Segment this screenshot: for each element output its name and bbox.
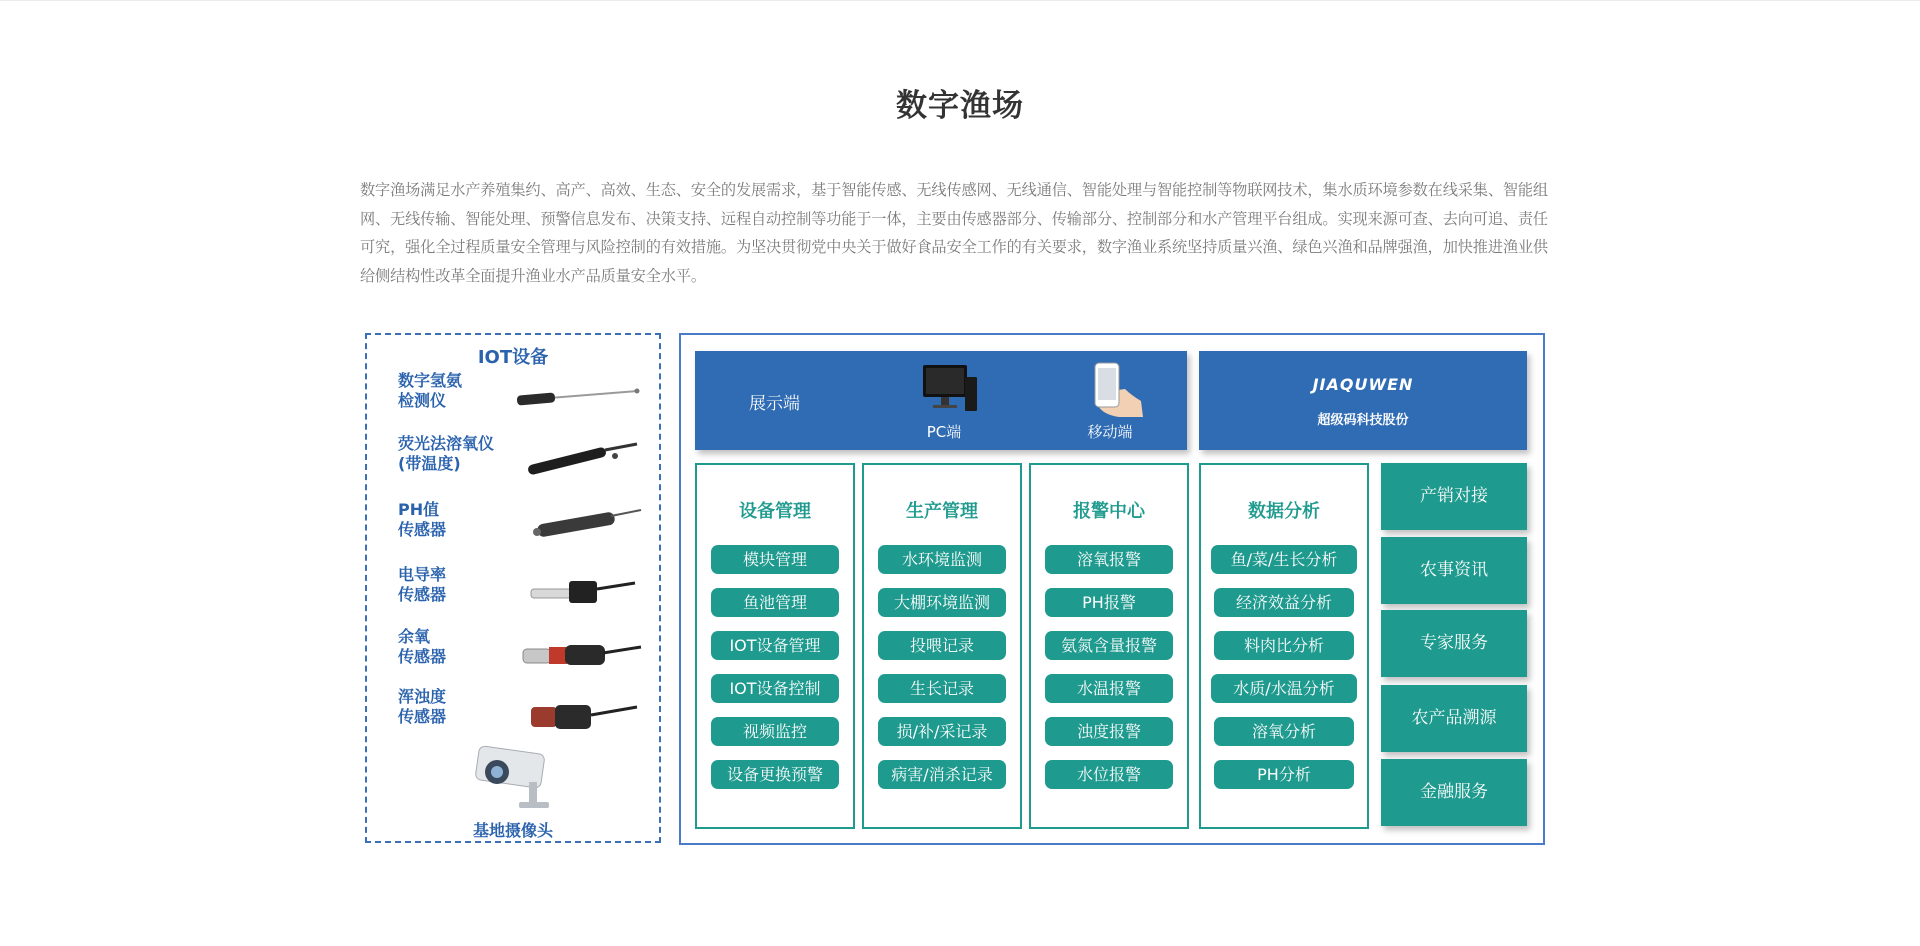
item-ammonia-alarm[interactable]: 氨氮含量报警 — [1045, 631, 1173, 660]
mobile-terminal-label: 移动端 — [1087, 423, 1133, 441]
item-iot-device-management[interactable]: IOT设备管理 — [711, 631, 839, 660]
item-economic-analysis[interactable]: 经济效益分析 — [1214, 588, 1354, 617]
brand-logo: JIAQUWEN — [1312, 375, 1414, 394]
module-title: 报警中心 — [1073, 501, 1145, 522]
item-water-temperature-alarm[interactable]: 水温报警 — [1045, 674, 1173, 703]
module-title: 设备管理 — [739, 501, 811, 522]
service-finance[interactable]: 金融服务 — [1381, 759, 1527, 826]
service-sales-docking[interactable]: 产销对接 — [1381, 463, 1527, 530]
item-water-level-alarm[interactable]: 水位报警 — [1045, 760, 1173, 789]
intro-paragraph: 数字渔场满足水产养殖集约、高产、高效、生态、安全的发展需求，基于智能传感、无线传感网、无线通信、智能处理与智能控制等物联网技术，集水质环境参数在线采集、智能组网、无线传输、智能处理、预警信息发布、决策支持、远程自动控制等功能于一体，主要由传感器部分、传输部分、控制部分和水产管理平台组成。实现来源可查、去向可追、责任可究，强化全过程质量安全管理与风险控制的有效措施。为坚决贯彻党中央关于做好食品安全工作的有关要求，数字渔业系统坚持质量兴渔、绿色兴渔和品牌强渔，加快推进渔业供给侧结构性改革全面提升渔业水产品质量安全水平。 — [360, 181, 1548, 285]
device-label: 电导率 传感器 — [398, 565, 447, 604]
item-growth-record[interactable]: 生长记录 — [878, 674, 1006, 703]
item-iot-device-control[interactable]: IOT设备控制 — [711, 674, 839, 703]
turbidity-sensor-icon — [507, 689, 647, 733]
iot-panel-title: IOT设备 — [477, 347, 549, 368]
module-device-management — [695, 463, 855, 829]
module-data-analysis — [1199, 463, 1369, 829]
item-video-monitoring[interactable]: 视频监控 — [711, 717, 839, 746]
item-growth-analysis[interactable]: 鱼/菜/生长分析 — [1211, 545, 1357, 574]
device-ph-sensor — [367, 500, 659, 560]
module-production-management — [862, 463, 1022, 829]
mobile-phone-icon — [1079, 359, 1149, 421]
ph-sensor-icon — [507, 502, 647, 546]
device-label: PH值 传感器 — [398, 500, 447, 539]
surveillance-camera-icon — [469, 742, 559, 812]
page-title: 数字渔场 — [896, 88, 1024, 124]
brand-box — [1199, 351, 1527, 450]
device-residual-oxygen-sensor — [367, 627, 659, 687]
service-agri-news[interactable]: 农事资讯 — [1381, 537, 1527, 604]
device-label: 余氧 传感器 — [398, 627, 447, 666]
device-label: 荧光法溶氧仪 (带温度) — [398, 434, 495, 473]
item-disease-disinfection-record[interactable]: 病害/消杀记录 — [878, 760, 1006, 789]
item-water-quality-analysis[interactable]: 水质/水温分析 — [1211, 674, 1357, 703]
item-greenhouse-monitoring[interactable]: 大棚环境监测 — [878, 588, 1006, 617]
pc-terminal-label: PC端 — [926, 423, 962, 441]
item-ph-analysis[interactable]: PH分析 — [1214, 760, 1354, 789]
module-title: 数据分析 — [1248, 501, 1320, 522]
brand-name: 超级码科技股份 — [1317, 413, 1409, 428]
item-water-environment-monitoring[interactable]: 水环境监测 — [878, 545, 1006, 574]
item-turbidity-alarm[interactable]: 浊度报警 — [1045, 717, 1173, 746]
item-loss-restock-harvest-record[interactable]: 损/补/采记录 — [878, 717, 1006, 746]
device-turbidity-sensor — [367, 687, 659, 747]
item-ph-alarm[interactable]: PH报警 — [1045, 588, 1173, 617]
service-expert[interactable]: 专家服务 — [1381, 610, 1527, 677]
oxygen-probe-icon — [507, 436, 647, 480]
iot-device-panel — [365, 333, 661, 843]
conductivity-sensor-icon — [507, 567, 647, 611]
residual-oxygen-sensor-icon — [507, 629, 647, 673]
item-oxygen-alarm[interactable]: 溶氧报警 — [1045, 545, 1173, 574]
module-title: 生产管理 — [906, 501, 978, 522]
device-label: 浑浊度 传感器 — [398, 687, 447, 726]
service-traceability[interactable]: 农产品溯源 — [1381, 685, 1527, 752]
device-conductivity-sensor — [367, 565, 659, 625]
item-device-replacement-alert[interactable]: 设备更换预警 — [711, 760, 839, 789]
platform-panel — [679, 333, 1545, 845]
display-terminal-label: 展示端 — [749, 394, 800, 414]
item-oxygen-analysis[interactable]: 溶氧分析 — [1214, 717, 1354, 746]
pc-monitor-icon — [919, 361, 979, 417]
item-feeding-record[interactable]: 投喂记录 — [878, 631, 1006, 660]
ammonia-probe-icon — [507, 373, 647, 417]
module-alarm-center — [1029, 463, 1189, 829]
item-pond-management[interactable]: 鱼池管理 — [711, 588, 839, 617]
display-terminal-box — [695, 351, 1187, 450]
camera-label: 基地摄像头 — [472, 821, 553, 840]
item-module-management[interactable]: 模块管理 — [711, 545, 839, 574]
device-label: 数字氢氨 检测仪 — [398, 371, 463, 410]
top-divider — [0, 0, 1920, 1]
item-feed-conversion-analysis[interactable]: 料肉比分析 — [1214, 631, 1354, 660]
device-ammonia-detector — [367, 371, 659, 431]
device-fluorescent-oxygen-meter — [367, 434, 659, 494]
